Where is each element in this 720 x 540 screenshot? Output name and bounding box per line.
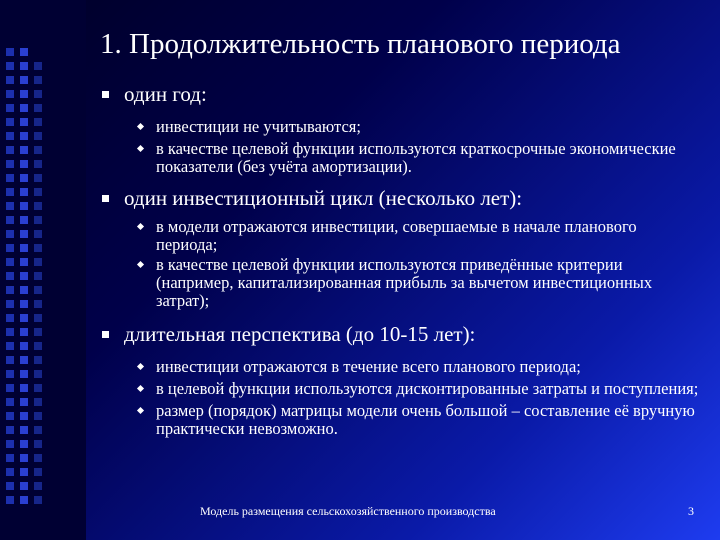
diamond-bullet-icon xyxy=(137,363,144,370)
square-bullet-icon xyxy=(102,91,109,98)
sub-bullet-text: в качестве целевой функции используются краткосрочные экономические показатели (без учёта амортизации). xyxy=(156,139,676,176)
page-number: 3 xyxy=(688,504,694,518)
square-bullet-icon xyxy=(102,331,109,338)
decor-squares xyxy=(34,62,42,510)
bullet-point-investment-cycle xyxy=(100,186,700,210)
sub-bullet xyxy=(100,358,700,376)
slide-footer: Модель размещения сельскохозяйственного производства xyxy=(200,504,496,518)
sub-bullet xyxy=(100,256,700,310)
bullet-text: один год: xyxy=(124,82,207,106)
diamond-bullet-icon xyxy=(137,407,144,414)
bullet-text: длительная перспектива (до 10-15 лет): xyxy=(124,322,476,346)
decor-squares xyxy=(20,48,28,510)
left-decor-strip xyxy=(0,0,86,540)
decor-squares xyxy=(6,48,14,510)
diamond-bullet-icon xyxy=(137,223,144,230)
square-bullet-icon xyxy=(102,195,109,202)
sub-bullet xyxy=(100,380,700,398)
bullet-point-one-year xyxy=(100,82,700,106)
sub-bullet-text: инвестиции не учитываются; xyxy=(156,117,361,136)
sub-bullet-text: в качестве целевой функции используются приведённые критерии (например, капитализированная прибыль за вычетом инвестиционных затрат); xyxy=(156,255,653,310)
bullet-text: один инвестиционный цикл (несколько лет): xyxy=(124,186,523,210)
sub-bullet xyxy=(100,402,700,438)
diamond-bullet-icon xyxy=(137,145,144,152)
sub-bullet-text: размер (порядок) матрицы модели очень большой – составление её вручную практически невозможно. xyxy=(156,401,695,438)
sub-bullet xyxy=(100,140,700,176)
slide-body xyxy=(100,80,700,438)
slide-title: 1. Продолжительность планового периода xyxy=(100,28,621,60)
diamond-bullet-icon xyxy=(137,123,144,130)
sub-bullet xyxy=(100,118,700,136)
diamond-bullet-icon xyxy=(137,385,144,392)
sub-bullet xyxy=(100,218,700,254)
bullet-point-long-term xyxy=(100,322,700,346)
sub-bullet-text: инвестиции отражаются в течение всего планового периода; xyxy=(156,357,581,376)
diamond-bullet-icon xyxy=(137,261,144,268)
sub-bullet-text: в модели отражаются инвестиции, совершаемые в начале планового периода; xyxy=(156,217,637,254)
sub-bullet-text: в целевой функции используются дисконтированные затраты и поступления; xyxy=(156,379,699,398)
